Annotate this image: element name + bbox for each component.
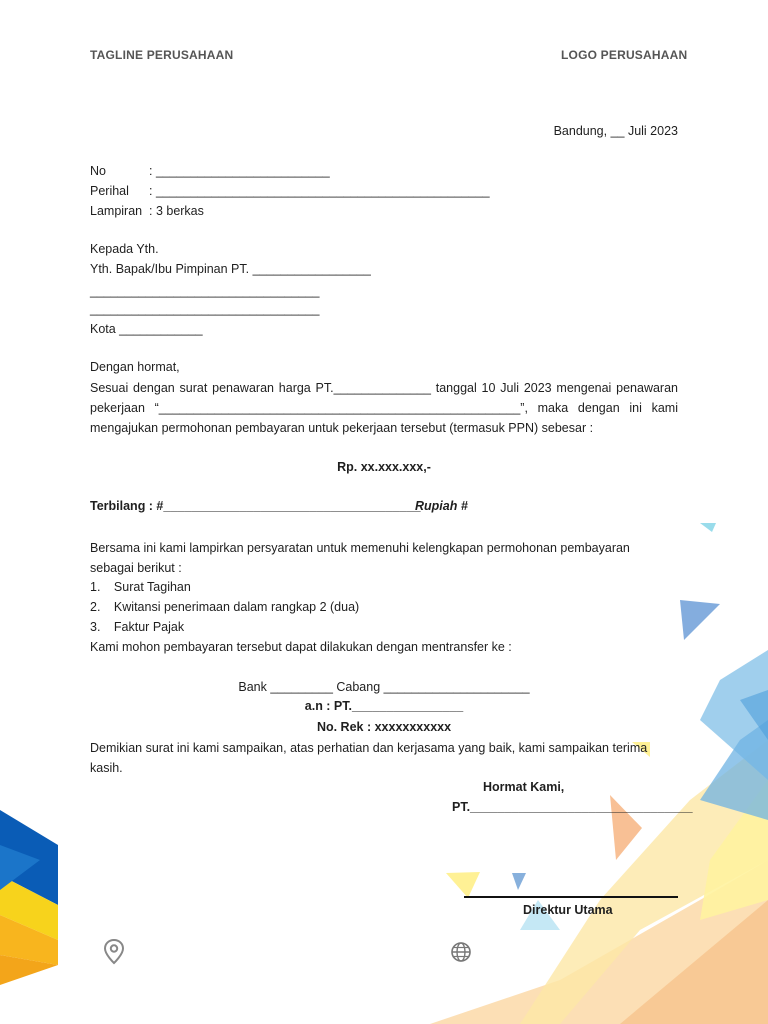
list-item [90, 580, 191, 594]
recipient-city[interactable]: Kota ____________ [90, 322, 203, 336]
list-item [90, 620, 184, 634]
account-name[interactable]: a.n : PT.________________ [304, 699, 464, 713]
amount-in-words[interactable]: Terbilang : #_____________________________________ [90, 499, 421, 513]
location-pin-icon [102, 938, 126, 966]
rupiah-suffix: Rupiah # [415, 499, 468, 513]
closing-paragraph: Demikian surat ini kami sampaikan, atas perhatian dan kerjasama yang baik, kami sampaikan terima kasih. [90, 741, 648, 775]
list-item-text: Kwitansi penerimaan dalam rangkap 2 (dua) [113, 600, 360, 614]
salutation: Dengan hormat, [90, 360, 180, 374]
recipient-heading: Kepada Yth. [90, 242, 159, 256]
perihal-field[interactable]: : ________________________________________________ [149, 184, 490, 198]
recipient-address-line[interactable]: _________________________________ [90, 284, 320, 298]
recipient-address-line[interactable]: _________________________________ [90, 302, 320, 316]
lampiran-value: : 3 berkas [149, 204, 204, 218]
list-item-number: 2. [90, 600, 101, 614]
signature-greeting: Hormat Kami, [483, 780, 565, 794]
bank-line[interactable]: Bank _________ Cabang _____________________ [238, 680, 530, 694]
amount: Rp. xx.xxx.xxx,- [337, 460, 431, 474]
no-field[interactable]: : _________________________ [149, 164, 330, 178]
lampiran-label: Lampiran [90, 204, 143, 218]
list-item-text: Surat Tagihan [113, 580, 191, 594]
list-item-text: Faktur Pajak [113, 620, 185, 634]
company-tagline: TAGLINE PERUSAHAAN [90, 48, 234, 62]
list-item-number: 1. [90, 580, 101, 594]
recipient-company[interactable]: Yth. Bapak/Ibu Pimpinan PT. _________________ [90, 262, 371, 276]
opening-paragraph: Sesuai dengan surat penawaran harga PT.______________ tanggal 10 Juli 2023 mengenai penawaran pekerjaan “____________________________________________________”, maka dengan ini kami mengajukan permohonan pembayaran untuk pekerjaan tersebut (termasuk PPN) sebesar : [90, 381, 678, 435]
globe-icon [450, 941, 472, 963]
attachments-paragraph: Bersama ini kami lampirkan persyaratan untuk memenuhi kelengkapan permohonan pembayaran sebagai berikut : [90, 541, 630, 575]
list-item [90, 600, 359, 614]
list-item-number: 3. [90, 620, 101, 634]
letter-date: Bandung, __ Juli 2023 [553, 124, 678, 138]
signatory-title: Direktur Utama [523, 903, 613, 917]
transfer-instruction: Kami mohon pembayaran tersebut dapat dilakukan dengan mentransfer ke : [90, 640, 512, 654]
account-number: No. Rek : xxxxxxxxxxx [316, 720, 452, 734]
perihal-label: Perihal [90, 184, 129, 198]
no-label: No [90, 164, 106, 178]
signature-line [464, 896, 678, 898]
signature-company[interactable]: PT.________________________________ [452, 800, 693, 814]
company-logo-placeholder: LOGO PERUSAHAAN [561, 48, 688, 62]
